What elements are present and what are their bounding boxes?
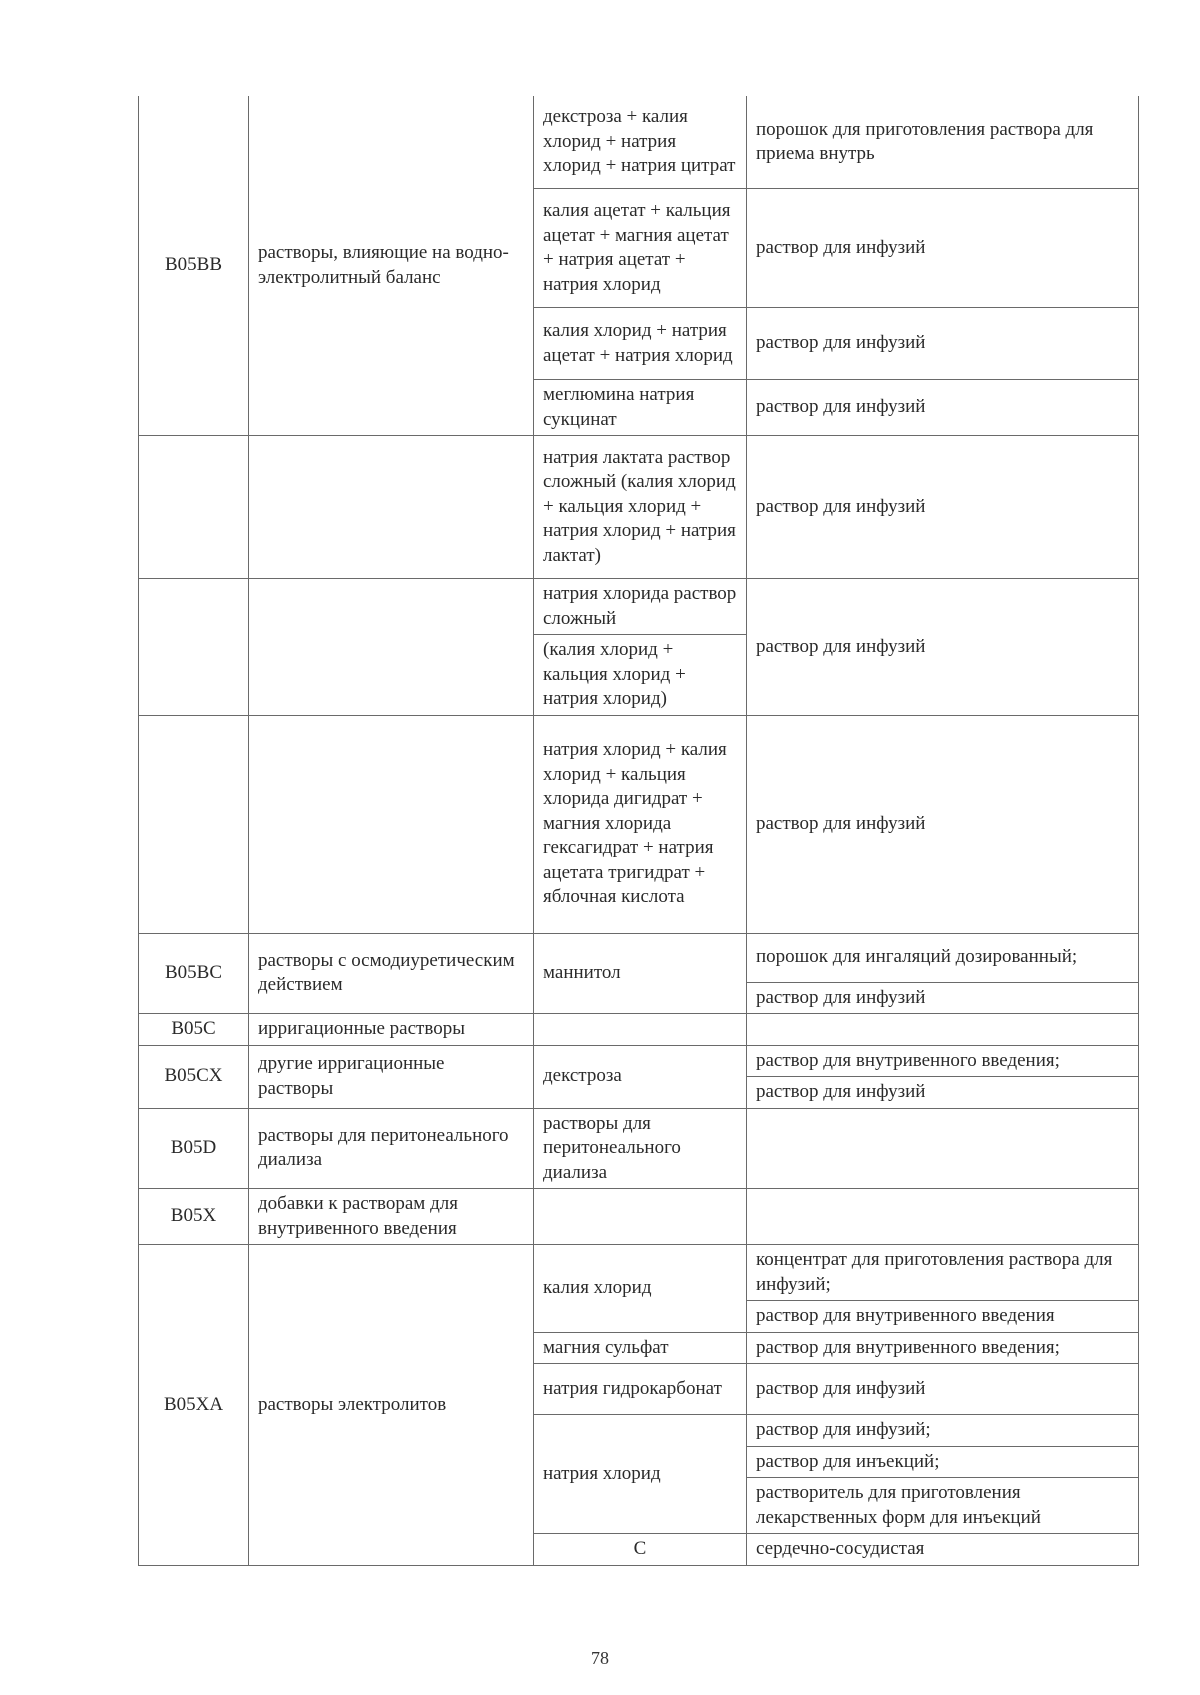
- dosage-form-cell: раствор для инфузий: [747, 1364, 1139, 1415]
- dosage-form-cell: раствор для инфузий: [747, 715, 1139, 933]
- atc-code-cell: С: [534, 1534, 747, 1566]
- drug-name-cell: калия хлорид + натрия ацетат + натрия хлорид: [534, 308, 747, 380]
- drug-name-cell: натрия хлорид: [534, 1415, 747, 1534]
- table-row: [139, 96, 1139, 189]
- atc-code-cell: B05C: [139, 1014, 249, 1046]
- table-row: [139, 933, 1139, 982]
- empty-cell: [139, 715, 249, 933]
- dosage-form-cell: раствор для инфузий: [747, 436, 1139, 579]
- group-description-cell: сердечно-сосудистая: [747, 1534, 1139, 1566]
- group-description-cell: добавки к растворам для внутривенного введения: [249, 1189, 534, 1245]
- dosage-form-cell: раствор для инфузий: [747, 1077, 1139, 1109]
- empty-cell: [139, 436, 249, 579]
- dosage-form-cell: растворитель для приготовления лекарственных форм для инъекций: [747, 1478, 1139, 1534]
- group-description-cell: растворы для перитонеального диализа: [249, 1108, 534, 1189]
- table-row: [139, 1189, 1139, 1245]
- drug-name-cell: (калия хлорид + кальция хлорид + натрия хлорид): [534, 635, 747, 716]
- empty-cell: [139, 579, 249, 716]
- empty-cell: [747, 1108, 1139, 1189]
- group-description-cell: ирригационные растворы: [249, 1014, 534, 1046]
- drug-name-cell: декстроза: [534, 1045, 747, 1108]
- group-description-cell: растворы электролитов: [249, 1245, 534, 1566]
- page-number: 78: [591, 1648, 609, 1668]
- dosage-form-cell: раствор для инфузий;: [747, 1415, 1139, 1447]
- drug-table: [138, 96, 1139, 1566]
- dosage-form-cell: раствор для внутривенного введения;: [747, 1045, 1139, 1077]
- group-description-cell: другие ирригационные растворы: [249, 1045, 534, 1108]
- table-row: [139, 715, 1139, 933]
- dosage-form-cell: раствор для инфузий: [747, 380, 1139, 436]
- dosage-form-cell: порошок для ингаляций дозированный;: [747, 933, 1139, 982]
- drug-name-cell: декстроза + калия хлорид + натрия хлорид + натрия цитрат: [534, 96, 747, 189]
- dosage-form-cell: порошок для приготовления раствора для приема внутрь: [747, 96, 1139, 189]
- drug-name-cell: меглюмина натрия сукцинат: [534, 380, 747, 436]
- drug-name-cell: растворы для перитонеального диализа: [534, 1108, 747, 1189]
- dosage-form-cell: раствор для внутривенного введения: [747, 1301, 1139, 1333]
- empty-cell: [534, 1189, 747, 1245]
- empty-cell: [249, 579, 534, 716]
- table-row: [139, 1108, 1139, 1189]
- table-row: [139, 436, 1139, 579]
- drug-name-cell: натрия хлорид + калия хлорид + кальция хлорида дигидрат + магния хлорида гексагидрат + натрия ацетата тригидрат + яблочная кислота: [534, 715, 747, 933]
- table-row: [139, 1245, 1139, 1301]
- atc-code-cell: B05BC: [139, 933, 249, 1014]
- dosage-form-cell: раствор для инфузий: [747, 189, 1139, 308]
- dosage-form-cell: раствор для инфузий: [747, 308, 1139, 380]
- drug-name-cell: маннитол: [534, 933, 747, 1014]
- dosage-form-cell: концентрат для приготовления раствора для инфузий;: [747, 1245, 1139, 1301]
- dosage-form-cell: раствор для инфузий: [747, 982, 1139, 1014]
- drug-name-cell: натрия хлорида раствор сложный: [534, 579, 747, 635]
- empty-cell: [534, 1014, 747, 1046]
- dosage-form-cell: раствор для инъекций;: [747, 1446, 1139, 1478]
- dosage-form-cell: раствор для инфузий: [747, 579, 1139, 716]
- atc-code-cell: B05D: [139, 1108, 249, 1189]
- drug-name-cell: магния сульфат: [534, 1332, 747, 1364]
- group-description-cell: растворы, влияющие на водно-электролитный баланс: [249, 96, 534, 436]
- atc-code-cell: B05XA: [139, 1245, 249, 1566]
- table-row: [139, 1014, 1139, 1046]
- empty-cell: [747, 1189, 1139, 1245]
- group-description-cell: растворы с осмодиуретическим действием: [249, 933, 534, 1014]
- empty-cell: [249, 715, 534, 933]
- atc-code-cell: B05BB: [139, 96, 249, 436]
- table-row: [139, 579, 1139, 635]
- drug-name-cell: натрия гидрокарбонат: [534, 1364, 747, 1415]
- table-row: [139, 1045, 1139, 1077]
- drug-name-cell: калия хлорид: [534, 1245, 747, 1333]
- drug-name-cell: натрия лактата раствор сложный (калия хлорид + кальция хлорид + натрия хлорид + натрия лактат): [534, 436, 747, 579]
- dosage-form-cell: раствор для внутривенного введения;: [747, 1332, 1139, 1364]
- drug-name-cell: калия ацетат + кальция ацетат + магния ацетат + натрия ацетат + натрия хлорид: [534, 189, 747, 308]
- atc-code-cell: B05CX: [139, 1045, 249, 1108]
- empty-cell: [747, 1014, 1139, 1046]
- atc-code-cell: B05X: [139, 1189, 249, 1245]
- empty-cell: [249, 436, 534, 579]
